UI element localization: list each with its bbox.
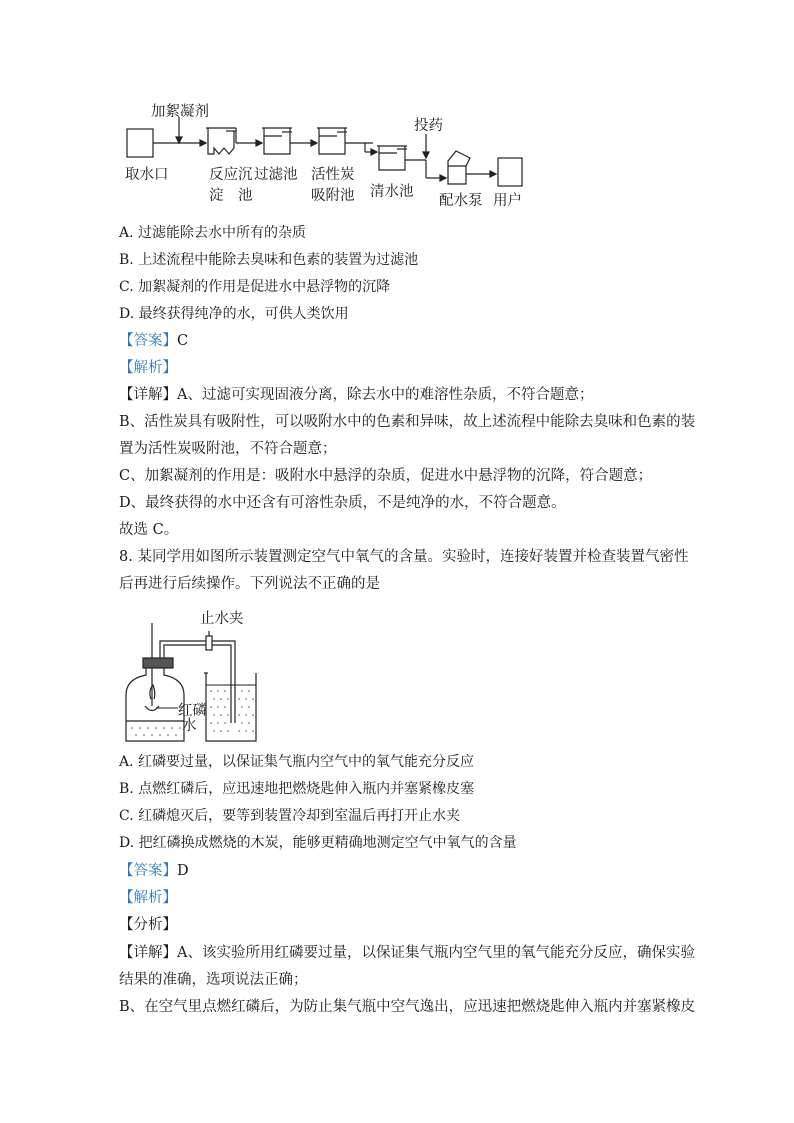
q8-detail-a2: 结果的准确，选项说法正确； <box>119 972 308 988</box>
q8-analysis2-tag: 【分析】 <box>119 917 177 933</box>
label-water-clamp: 止水夹 <box>200 611 244 627</box>
q7-option-c: C. 加絮凝剂的作用是促进水中悬浮物的沉降 <box>119 279 391 295</box>
q7-detail-a-text: A、过滤可实现固液分离，除去水中的难溶性杂质，不符合题意； <box>177 387 594 403</box>
q7-detail-tag: 【详解】 <box>119 387 177 403</box>
q8-analysis-tag: 【解析】 <box>119 890 177 906</box>
q7-answer <box>119 331 188 351</box>
q8-option-c: C. 红磷熄灭后，要等到装置冷却到室温后再打开止水夹 <box>119 808 461 824</box>
label-add-flocculant: 加絮凝剂 <box>151 104 209 120</box>
q7-detail-b1: B、活性炭具有吸附性，可以吸附水中的色素和异味，故上述流程中能除去臭味和色素的装 <box>119 414 696 430</box>
label-red-phosphorus: 红磷 <box>178 703 207 719</box>
q8-option-a: A. 红磷要过量，以保证集气瓶内空气中的氧气能充分反应 <box>119 754 475 770</box>
q7-detail-a <box>119 385 593 405</box>
q7-answer-tag: 【答案】 <box>119 333 177 349</box>
label-filter: 过滤池 <box>254 167 298 183</box>
q8-answer <box>119 861 189 881</box>
label-pump: 配水泵 <box>439 193 483 209</box>
water-treatment-diagram <box>120 96 540 211</box>
user-box <box>498 158 522 186</box>
label-carbon-2: 吸附池 <box>311 188 355 204</box>
q7-option-d: D. 最终获得纯净的水，可供人类饮用 <box>119 306 349 322</box>
q7-detail-d: D、最终获得的水中还含有可溶性杂质，不是纯净的水，不符合题意。 <box>119 495 566 511</box>
q7-answer-value: C <box>177 333 189 349</box>
oxygen-apparatus-diagram <box>118 603 258 743</box>
intake-box <box>127 129 153 157</box>
q8-option-b: B. 点燃红磷后，应迅速地把燃烧匙伸入瓶内并塞紧橡皮塞 <box>119 781 475 797</box>
label-intake: 取水口 <box>125 167 169 183</box>
pump-shape <box>448 151 470 184</box>
label-carbon-1: 活性炭 <box>311 167 355 183</box>
q8-stem-line-1: 8. 某同学用如图所示装置测定空气中氧气的含量。实验时，连接好装置并检查装置气密性 <box>119 549 689 565</box>
reaction-tank <box>208 128 234 154</box>
q8-answer-tag: 【答案】 <box>119 863 177 879</box>
label-reaction-1: 反应沉 <box>209 167 253 183</box>
q7-analysis-tag: 【解析】 <box>119 360 177 376</box>
q8-detail-a1 <box>119 943 695 963</box>
q8-detail-a1-text: A、该实验所用红磷要过量，以保证集气瓶内空气里的氧气能充分反应，确保实验 <box>177 945 695 961</box>
label-clear: 清水池 <box>370 184 414 200</box>
q7-option-a: A. 过滤能除去水中所有的杂质 <box>119 225 307 241</box>
label-reaction-2: 淀 池 <box>209 188 253 204</box>
label-water: 水 <box>182 718 197 734</box>
q8-answer-value: D <box>177 863 189 879</box>
q7-detail-b2: 置为活性炭吸附池，不符合题意； <box>119 441 337 457</box>
q8-detail-b: B、在空气里点燃红磷后，为防止集气瓶中空气逸出，应迅速把燃烧匙伸入瓶内并塞紧橡皮 <box>119 999 696 1015</box>
arrow-head-add <box>176 137 182 143</box>
arrow-head-1 <box>200 140 206 146</box>
q7-conclusion: 故选 C。 <box>119 522 179 538</box>
clear-tank <box>379 146 405 170</box>
label-drug: 投药 <box>414 118 443 134</box>
q7-detail-c: C、加絮凝剂的作用是：吸附水中悬浮的杂质，促进水中悬浮物的沉降，符合题意； <box>119 468 653 484</box>
q8-stem-line-2: 后再进行后续操作。下列说法不正确的是 <box>119 576 380 592</box>
q8-option-d: D. 把红磷换成燃烧的木炭，能够更精确地测定空气中氧气的含量 <box>119 835 517 851</box>
q8-detail-tag: 【详解】 <box>119 945 177 961</box>
q7-option-b: B. 上述流程中能除去臭味和色素的装置为过滤池 <box>119 252 419 268</box>
label-user: 用户 <box>493 193 522 209</box>
